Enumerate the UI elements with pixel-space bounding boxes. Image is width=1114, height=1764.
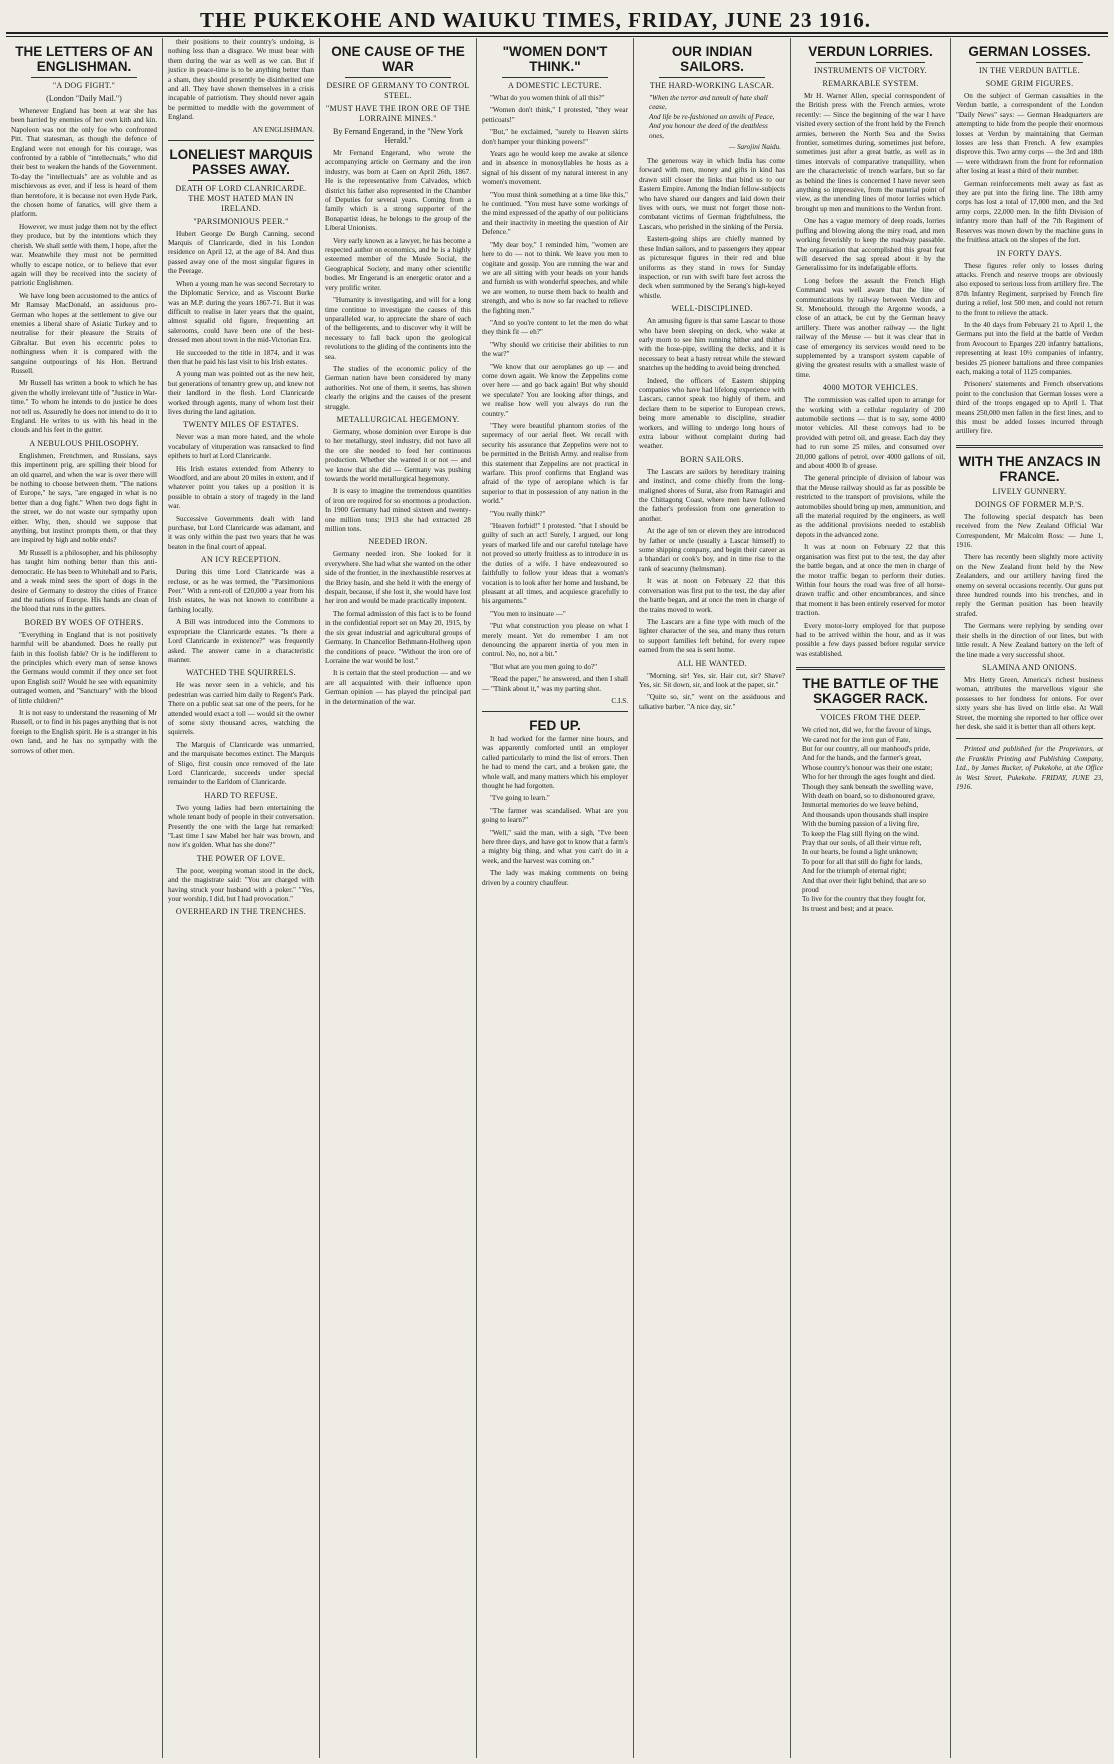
paragraph: "My dear boy," I reminded him, "women are here to do — not to think. We leave you men to cogitate and gossip. You are running the war and we are all sitting with your heads on your hands and furnish us with wonderful speeches, and while we are women, to nurse them back to health and strength, and who is now so far reached to relieve the fighting men." [482, 240, 628, 315]
section-subheading: NEEDED IRON. [368, 537, 428, 547]
paragraph: It is not easy to understand the reasoning of Mr Russell, or to find in his pages anything that is not foreign to the English spirit. He is a stranger in his own land, and he has no sympathy with the sorrows of other men. [11, 708, 157, 755]
paragraph: His Irish estates extended from Athenry to Woodford, and are about 20 miles in extent, and if whatever point you takes up a position it is possible to obtain a story of tragedy in the land war. [168, 464, 314, 511]
paragraph: The studies of the economic policy of the German nation have been considered by many authorities. Not one of them, it seems, has shown clearly the origins and the causes of the present struggle. [325, 364, 471, 411]
paragraph: "You must think something at a time like this," he continued. "You must have some workings of the mind expressed of the apathy of our politicians and their inactivity in meeting the question of Air Defence." [482, 190, 628, 237]
verse-line: In our hearts, be found a light unknown; [802, 848, 918, 857]
paragraph: A Bill was introduced into the Commons to expropriate the Clanricarde estates. "Is there a Lord Clanricarde in existence?" was frequently asked. The answer came in a characteristic manner. [168, 618, 314, 664]
verse-line: To keep the Flag still flying on the wind. [802, 829, 920, 838]
article-subheading: DESIRE OF GERMANY TO CONTROL STEEL. [326, 81, 470, 100]
paragraph: The Lascars are sailors by hereditary training and instinct, and come chiefly from the long-maligned shores of Surat, also from Ratnagiri and the Chittagong Coast, where men have followed the father's profession from one generation to another. [639, 467, 785, 523]
paragraph: "Why should we criticise their abilities to run the war?" [482, 340, 628, 359]
paragraph: "You really think?" [490, 509, 546, 518]
article-heading: GERMAN LOSSES. [968, 44, 1091, 59]
verse-line: To pour for all that still do fight for lands, [802, 857, 923, 866]
article-heading: VERDUN LORRIES. [808, 44, 933, 59]
heading-rule [188, 180, 294, 181]
paragraph: In the 40 days from February 21 to April 1, the Germans put into the field at the battle of Verdun from Avocourt to Eparges 220 infantry battalions, representing at least 10½ companies of infantry, besides 25 pioneer battalions and three companies each, making a total of 1125 companies. [956, 320, 1103, 376]
column-5 [633, 38, 790, 1758]
article-subheading: "A DOG FIGHT." [52, 81, 116, 90]
verse-line: To live for the country that they fought for, [802, 895, 926, 904]
masthead-rule [6, 32, 1108, 34]
paragraph: Mrs Hetty Green, America's richest business woman, attributes the marvellous vigour she possesses to her fondness for onions. For over sixty years she has lived on little else. At Wall Street, the morning she reported to her office over her desk, she said it is better than all others kept. [956, 675, 1103, 731]
masthead [0, 0, 1114, 34]
section-subheading: BORN SAILORS. [680, 454, 744, 464]
paragraph: Mr Fernand Engerand, who wrote the accompanying article on Germany and the iron industry, was born at Caen on April 26th, 1867. He is the representative from Calvados, which district his father also represented in the Chamber of Deputies for several years. Coming from a family which is a strong supporter of the Bonapartist ideas, he belongs to the group of the Liberal Unionists. [325, 149, 471, 233]
article-source: By Fernand Engerand, in the "New York Herald." [333, 127, 463, 145]
verse-line: With death on board, so to dishonoured grave, [802, 792, 935, 800]
newspaper-title: THE PUKEKOHE AND WAIUKU TIMES, FRIDAY, JUNE 23 1916. [200, 8, 872, 32]
paragraph: Englishmen, Frenchmen, and Russians, says this impertinent prig, are spilling their blood for an old quarrel, and when the war is over there will be nothing to choose between them. "The nations of Europe," he says, "are engaged in what is no better than a dog fight." When two dogs fight in the street, we do not waste our sympathy upon either. Why, then, should we suppose that anything, but instinct prompts them, or that they are inspired by high and noble ends? [11, 451, 157, 545]
paragraph: "Heaven forbid!" I protested. "that I should be guilty of such an act! Surely, I argued, our long years of marked life and our careful tutelage have not proved so utterly fruitless as to introduce in us the duties of a wife. I have endeavoured so faithfully to follow your ideas that a woman's vocation is to look after her home and husband, be pleasant at all times, and acquiesce gracefully to his arguments." [482, 522, 628, 606]
paragraph: Indeed, the officers of Eastern shipping companies who have had lifelong experience with Lascars, cannot speak too highly of them, and declare them to be superior to European crews, being more amenable to discipline, steadier workers, and willing to undergo long hours of extra labour without complaint during bad weather. [639, 376, 785, 451]
article-body [11, 107, 157, 756]
paragraph: He was never seen in a vehicle, and his pedestrian was carried him daily to Regent's Park. There on a public seat sat one of the peers, for he attended would exact a toll — would sit the owner of some sixty thousand acres, watching the squirrels. [168, 681, 314, 737]
paragraph: "Humanity is investigating, and will for a long time continue to investigate the causes of this unparalleled war, to appreciate the share of each of the belligerents, and to discover why it will be necessary to fall back upon the geological revolutions to the gliding of the continents into the sea. [325, 296, 471, 361]
paragraph: "We know that our aeroplanes go up — and come down again. We know the Zeppelins come over here — and go back again! But why should we speculate? You are looking after things, and we realise how well you always do run the country." [482, 362, 628, 418]
paragraph: "Put what construction you please on what I merely meant. Yet do remember I am not denouncing the apparent inertia of you men in control. No, no, not a bit." [482, 622, 628, 659]
paragraph: "And so you're content to let the men do what they think fit — eh?" [482, 318, 628, 337]
verse-line: Whose country's honour was their one estate; [802, 763, 933, 772]
section-subheading: 4000 MOTOR VEHICLES. [822, 383, 919, 393]
verse-line: Though they sank beneath the swelling wave, [802, 782, 934, 791]
paragraph: The generous way in which India has come forward with men, money and gifts in kind has drawn still closer the links that bind us to our Eastern Empire. Among the Indian fellow-subjects who have shared our dangers and laid down their lives with ours, we must not forget those non-combatant victims of German frightfulness, the Lascars, who perished in the sinking of the Persia. [639, 157, 785, 231]
paragraph: "Well," said the man, with a sigh, "I've been here three days, and have got to know that a farm's a mighty big thing, and what you can't do in a week, and the harvest was coming on." [482, 828, 628, 865]
article-subheading: THE HARD-WORKING LASCAR. [649, 81, 775, 90]
verse-line: With the burning passion of a living fire, [802, 820, 920, 829]
paragraph: Eastern-going ships are chiefly manned by these Indian sailors, and to passengers they appear as picturesque figures in their red and blue uniforms as they stand in rows for Sunday inspection, or run with swift bare feet across the deck when summoned by the Serang's high-keyed whistle. [639, 235, 785, 300]
verse-line: Its truest and best; and at peace. [802, 904, 894, 913]
verse-line: And for the hands, and the farmer's great, [802, 754, 922, 763]
paragraph: An amusing figure is that same Lascar to those who have been sleeping on deck, who wake at early morn to see him running hither and thither with the hose-pipe, swilling the decks, and it is necessary to beat a hasty retreat while the steward snatches up the bedding to avoid being drenched. [639, 317, 785, 373]
paragraph: Every motor-lorry employed for that purpose had to be arrived within the hour, and as it was possible a few days passed before regular service was established. [796, 621, 945, 658]
paragraph: The Germans were replying by sending over their shells in the direction of our lines, but with little result. A New Zealand battery on the left of the line made a very successful shoot. [956, 622, 1103, 659]
paragraph: Successive Governments dealt with land purchase, but Lord Clanricarde was adamant, and it was only within the past two years that he was beaten in the final court of appeal. [168, 514, 314, 551]
article-subheading: VOICES FROM THE DEEP. [820, 713, 921, 723]
paragraph: It was at noon on February 22 that this conversation was first put to the test, the day after the battle began, and at once the men in charge of the trains moved to work. [639, 577, 785, 614]
verse-line: Immortal memories do we leave behind, [802, 801, 919, 810]
paragraph: Mr Russell is a philosopher, and his philosophy has taught him nothing better than this anti-democratic. He has been to Whitehall and to Paris, and a weak mind sees the sport of dogs in the desire of Germany to destroy the cities of France and the nations of Europe. His hands are clean of the blood that runs in the gutters. [11, 548, 157, 614]
separator [956, 445, 1103, 448]
continued-body [168, 38, 314, 123]
paragraph: He succeeded to the title in 1874, and it was then that he paid his last visit to his Irish estates. [168, 348, 314, 366]
paragraph: Years ago he would keep me awake at silence and in absence in monosyllables he hosts as a signal of his dissent of my natural interest in any women's movement. [482, 150, 628, 187]
article-body [956, 92, 1103, 792]
heading-rule [345, 77, 451, 78]
paragraph: "I've going to learn." [490, 794, 550, 803]
paragraph: Two young ladies had been entertaining the whole tenant body of people in their conversation. Presently the one with the large hat remarked: "Last time I saw Mabel her hair was brown, and now it's golden. What has she done?" [168, 803, 314, 850]
paragraph: "The farmer was scandalised. What are you going to learn?" [482, 806, 628, 825]
article-subheading: "PARSIMONIOUS PEER." [193, 216, 289, 226]
paragraph: Hubert George De Burgh Canning, second Marquis of Clanricarde, died in his London residence on April 12, at the age of 84. And thus passed away one of the most singular figures in the Peerage. [168, 229, 314, 276]
section-subheading: WATCHED THE SQUIRRELS. [186, 668, 296, 678]
paragraph: "Everything in England that is not positively harmful will be abandoned. Does he really put faith in this foolish fable? Or is he indifferent to the principles which every man of sense knows the Germans would commit if they once set foot upon English soil? Would he see with equanimity outraged women, and "Sanctuary" with the blood of little children?" [11, 630, 157, 705]
column-1 [6, 38, 162, 1758]
paragraph: "What do you women think of all this?" [490, 94, 605, 102]
paragraph: Long before the assault the French High Command was well aware that the line of communications by railway between Verdun and St. Menehould, through the Argonne woods, a close of an attack, be cut by the German heavy artillery. There was another railway — the light railway of the Meuse — but it was clear that in case of emergency its services would need to be supplemented by a transport system capable of giving the greatest results with a smallest waste of time. [796, 276, 945, 379]
column-2 [162, 38, 319, 1758]
paragraph: It had worked for the farmer nine hours, and was apparently comforted until an employer called particularly to mind the list of errors. Then he had to mend the cart, and a broken gate, the whole wall, and many matters which his employer thought he had forgotten. [482, 734, 628, 790]
verse-line: Who for her through the ages fought and died. [802, 773, 936, 782]
section-subheading: BORED BY WOES OF OTHERS. [24, 617, 144, 627]
imprint: Printed and published for the Proprietors, at the Franklin Printing and Publishing Company, Ltd., by James Rucker, of Pukekohe, at the Office in West Street, Pukekohe. FRIDAY, JUNE 23, 1916. [956, 745, 1103, 791]
paragraph: Whenever England has been at war she has been harried by enemies of her own kith and kin. Napoleon was not the only foe who confronted Pitt. That statesman, as though the defence of England were not enough for his courage, was confronted by a rabble of "intellectuals," who did their best to weaken the hands of the Government. To-day the "intellectuals" are as voluble and as mischievous as ever, and if less is heard of them than heretofore, it is because not even Hyde Park, the chosen home of fanatics, will give them a platform. [11, 107, 157, 219]
article-heading: THE BATTLE OF THE SKAGGER RACK. [802, 676, 939, 707]
paragraph: "Women don't think," I protested, "they wear petticoats!" [482, 106, 628, 124]
paragraph: It is certain that the steel production — and we are all acquainted with their influence upon German opinion — has played the principal part in the determination of the war. [325, 669, 471, 706]
paragraph: One has a vague memory of deep roads, lorries puffing and blowing along the miry road, and men working feverishly to keep the roadway passable. The organisation that accomplished this great feat will deserved the sag spread about it by the Generalissimo for its indefatigable efforts. [796, 217, 945, 273]
poem-author: — Sarojini Naidu. [728, 143, 781, 152]
paragraph: "You men to insinuate —" [490, 609, 566, 618]
verse-line: But for our country, all our manhood's pride, [802, 744, 931, 753]
section-subheading: IN FORTY DAYS. [996, 248, 1063, 258]
verse-line: And thousands upon thousands shall inspire [802, 810, 929, 819]
article-subheading: IN THE VERDUN BATTLE. [978, 66, 1081, 75]
paragraph: Mr H. Warner Allen, special correspondent of the British press with the French armies, wrote recently: — Since the beginning of the war I have visited every section of the front held by the French armies, between the North Sea and the Swiss frontier, sometimes during, sometimes just before, sometimes just after a great battle, as well as in times intervals of comparative tranquillity, when are the characteristic of trench warfare, but so far as behind the lines is concerned I have never seen anything so impressive, from the material point of view, as the unending lines of motor lorries which brought up men and munitions to the Verdun front. [796, 92, 945, 213]
article-subheading: "MUST HAVE THE IRON ORE OF THE LORRAINE MINES." [325, 104, 471, 123]
heading-rule [31, 77, 137, 78]
paragraph: The poor, weeping woman stood in the dock, and the magistrate said: "You are charged with having struck your husband with a poker." "Yes, your worship, I did, but I had provocation." [168, 866, 314, 904]
paragraph: Mr Russell has written a book to which he has given the wholly irrelevant title of "Justice in War-time." To whom he intends to do justice he does not tell us. Assuredly he does not intend to do it to England. He writes to us with his head in the clouds and his feet in the gutter. [11, 379, 157, 435]
heading-rule [659, 77, 765, 78]
heading-rule [976, 62, 1083, 63]
poem-verse [802, 726, 939, 914]
article-body [325, 149, 471, 707]
columns [6, 38, 1108, 1758]
paragraph: These figures refer only to losses during attacks. French and reserve troops are obviously also exposed to serious loss from artillery fire. The 87th Infantry Regiment, surprised by French fire during a relief, lost 500 men, and could not return to the front to relieve the attack. [956, 261, 1103, 317]
paragraph: The following special despatch has been received from the New Zealand Official War Correspondent, Mr Malcolm Ross: — June 1, 1916. [956, 512, 1103, 550]
paragraph: The general principle of division of labour was that the Meuse railway should as far as possible be restricted to the transport of provisions, while the automobiles should bring up men, ammunition, and all the material required by the engineers, as well as the additional provisions needed to establish depots in the advanced zone. [796, 474, 945, 539]
section-subheading: AN ICY RECEPTION. [200, 555, 282, 565]
heading-rule [816, 709, 925, 710]
paragraph: "But," he exclaimed, "surely to Heaven skirts don't hamper your thinking powers!" [482, 128, 628, 146]
section-subheading: LIVELY GUNNERY. [992, 486, 1067, 496]
section-subheading: THE POWER OF LOVE. [196, 853, 286, 863]
paragraph: their positions to their country's undoing, is nothing less than a disgrace. We must bear with them during the war as well as we can. But if justice in peace-time is to be anything better than a sham, they should presently be disinherited one and all. They have shown themselves in a crisis incapable of patriotism. They should never again be permitted to meddle with the government of England. [168, 38, 314, 122]
paragraph: However, we must judge them not by the effect they produce, but by the intentions which they cherish. We shall settle with them, I hope, after the war. Meanwhile they must not be permitted wholly to escape notice, or to believe that ever again will they be received into the society of patriotic Englishmen. [11, 222, 157, 288]
verse-line: And life be re-fashioned on anvils of Peace, [649, 112, 775, 121]
section-subheading: METALLURGICAL HEGEMONY. [336, 414, 460, 424]
article-heading: WITH THE ANZACS IN FRANCE. [958, 453, 1101, 484]
paragraph: "Quite so, sir," went on the assiduous and talkative barber. "A nice day, sir." [639, 693, 785, 711]
article-body [482, 735, 628, 888]
verse-line: "When the terror and tumult of hate shall cease, [649, 94, 768, 112]
paragraph: "But what are you men going to do?" [490, 662, 598, 671]
separator [956, 738, 1103, 739]
column-7 [950, 38, 1108, 1758]
section-subheading: TWENTY MILES OF ESTATES. [183, 420, 299, 430]
article-body [168, 230, 314, 918]
column-6 [790, 38, 950, 1758]
paragraph: The Lascars are a fine type with much of the lighter character of the sea, and many thus return to support families left behind, for every rupee earned from the sea is sent home. [639, 617, 785, 655]
paragraph: At the age of ten or eleven they are introduced by father or uncle (usually a Lascar himself) to some shipping company, and begin their career as a bhandari or cook's boy, and in time rise to the rank of seacunny (helmsman). [639, 527, 785, 573]
paragraph: There has recently been slightly more activity on the New Zealand front held by the New Zealanders, and our artillery having fired the enemy on several occasions recently. Our guns put three hundred rounds into his trenches, and in reply the German position has been heavily strafed. [956, 553, 1103, 618]
separator [168, 140, 314, 141]
paragraph: Germany, whose dominion over Europe is due to her metallurgy, steel industry, did not have all the ore she needed to feed her continuous production. Whether she wanted it or not — and we know that she did — Germany was pushing towards the world metallurgical hegemony. [325, 427, 471, 483]
paragraph: Very early known as a lawyer, he has become a respected author on economics, and he is a highly esteemed member of the Musée Social, the Geographical Society, and many other scientific bodies. Mr Engerand is an energetic orator and a very prolific writer. [325, 236, 471, 292]
article-heading: OUR INDIAN SAILORS. [671, 44, 753, 74]
separator [482, 711, 628, 712]
paragraph: "Morning, sir! Yes, sir. Hair cut, sir? Shave? Yes, sir. Sit down, sir, and look at the paper, sir." [639, 671, 785, 689]
verse-line: We cried not, did we, for the favour of kings, [802, 726, 932, 735]
heading-rule [502, 77, 608, 78]
verse-line: And you honour the deed of the deathless ones, [649, 122, 768, 140]
paragraph: It was at noon on February 22 that this organisation was first put to the test, the day after the battle began, and at once the men in charge of the motor traffic began to perform their duties. Within four hours the road was free of all horse-drawn traffic and other encumbrances, and since that moment it has been entirely reserved for motor traction. [796, 543, 945, 618]
article-heading: THE LETTERS OF AN ENGLISHMAN. [15, 44, 153, 74]
paragraph: "Read the paper," he answered, and then I shall — "Think about it," was my parting shot. [482, 675, 628, 693]
section-subheading: DOINGS OF FORMER M.P.'S. [974, 499, 1085, 509]
paragraph: When a young man he was second Secretary to the Diplomatic Service, and as Viscount Burke was an M.P. during the years 1867-71. But it was difficult to realise in later years that the quaint, almost squalid old figure, frequenting art salerooms, could have been one of the best-dressed men about town in the mid-Victorian Era. [168, 279, 314, 345]
article-subheading: SOME GRIM FIGURES. [985, 79, 1074, 88]
paragraph: We have long been accustomed to the antics of Mr Ramsay MacDonald, an assiduous pro-German who hopes at the settlement to give our enemies a liberal share of Asiatic Turkey and to neutralise for their pleasure the Straits of Gibraltar. But even his eccentric poles to nothingness when it is compared with the sanguine outpourings of his Hon. Bertrand Russell. [11, 291, 157, 375]
separator [796, 667, 945, 670]
paragraph: German reinforcements melt away as fast as they are put into the firing line. The 18th army corps has lost a total of 17,000 men, and the 3rd army corps, 22,000 men. In the fifth Division of infantry more than half of the 7th Regiment of Reserves was mown down by the machine guns in the fruitless attack on the slopes of the fort. [956, 179, 1103, 245]
column-4 [476, 38, 633, 1758]
verse-line: We cared not for the iron gun of Fate, [802, 735, 911, 744]
article-heading: LONELIEST MARQUIS PASSES AWAY. [169, 146, 313, 177]
article-signature: C.I.S. [611, 696, 628, 705]
paragraph: Germany needed iron. She looked for it everywhere. She had what she wanted on the other side of the frontier, in the inexhaustible reserves at the Briey basin, and she held it with the energy of despair, because, if she lost it, she would have lost her iron and would be made practically impotent. [325, 550, 471, 606]
article-subheading: INSTRUMENTS OF VICTORY. [814, 66, 927, 75]
article-subheading: A DOMESTIC LECTURE. [508, 81, 602, 90]
heading-rule [816, 62, 925, 63]
paragraph: During this time Lord Clanricarde was a recluse, or as he was termed, the "Parsimonious Peer." With a rent-roll of £20,000 a year from his Irish estates, he was not known to contribute a farthing locally. [168, 568, 314, 614]
paragraph: A young man was pointed out as the new heir, but generations of tenantry grew up, and knew not their landlord in the flesh. Lord Clanricarde worked through agents, many of whom lost their lives during the land agitation. [168, 370, 314, 416]
paragraph: "They were beautiful phantom stories of the supremacy of our aerial fleet. We recall with security his assurance that Zeppelins were not to be permitted in the British Army. and realise from this statement that Zeppelins are not practical in warfare. This proof confirms that England was afraid of the type of aeroplane which is far superior to that in possession of any nation in the world." [482, 422, 628, 506]
section-subheading: HARD TO REFUSE. [204, 790, 278, 800]
article-byline: AN ENGLISHMAN. [252, 125, 314, 134]
section-subheading: ALL HE WANTED. [677, 658, 747, 668]
article-source: (London "Daily Mail.") [46, 94, 122, 103]
article-subheading: REMARKABLE SYSTEM. [822, 79, 919, 88]
article-body [796, 92, 945, 659]
section-subheading: OVERHEARD IN THE TRENCHES. [175, 907, 307, 917]
article-body [639, 157, 785, 712]
verse-line: Pray that our souls, of all their virtue reft, [802, 839, 922, 848]
section-subheading: A NEBULOUS PHILOSOPHY. [29, 438, 139, 448]
masthead-rule-thin [6, 36, 1108, 37]
paragraph: The lady was making comments on being driven by a country chauffeur. [482, 869, 628, 887]
paragraph: It is easy to imagine the tremendous quantities of iron ore required for so enormous a production. In 1900 Germany had mined sixteen and twenty-one million tons; 1913 she had extracted 28 million tons. [325, 487, 471, 534]
paragraph: Prisoners' statements and French observations point to the conclusion that German losses were a third of the troops engaged up to April 1. That means 250,000 men fallen in the first lines, and to this must be added losses incurred through artillery fire. [956, 380, 1103, 436]
article-body [482, 94, 628, 694]
article-heading: ONE CAUSE OF THE WAR [331, 44, 465, 74]
section-subheading: WELL-DISCIPLINED. [671, 304, 753, 314]
paragraph: The commission was called upon to arrange for the working with a cellular regularity of 200 automobile sections — that is to say, some 4000 motor vehicles. All these convoys had to be provided with petrol oil, and grease. Each day they had to run some 25 miles, and consumed over 20,000 gallons of petrol, over 4000 gallons of oil, and about 4000 lb of grease. [796, 396, 945, 471]
epigraph-poem [649, 94, 775, 141]
article-heading: FED UP. [529, 717, 581, 733]
column-3 [319, 38, 476, 1758]
paragraph: The formal admission of this fact is to be found in the confidential report set on May 20, 1915, by the six great industrial and agricultural groups of Germany. In Chancellor Bethmann-Hollweg upon the conditions of peace. "Without the iron ore of Lorraine the war would be lost." [325, 609, 471, 665]
section-subheading: SLAMINA AND ONIONS. [982, 662, 1077, 672]
article-heading: "WOMEN DON'T THINK." [502, 44, 608, 74]
verse-line: And for the triumph of eternal right; [802, 867, 907, 876]
article-subheading: DEATH OF LORD CLANRICARDE. THE MOST HATED MAN IN IRELAND. [175, 183, 307, 213]
verse-line: And that over their light behind, that are so proud [802, 876, 926, 895]
paragraph: Never was a man more hated, and the whole vocabulary of vituperation was ransacked to find epithets to hurl at Lord Clanricarde. [168, 433, 314, 461]
paragraph: The Marquis of Clanricarde was unmarried, and the marquisate becomes extinct. The Marquis of Sligo, first cousin once removed of the late Lord Clanricarde, succeeds under special remainder to the Earldom of Clanricarde. [168, 740, 314, 787]
paragraph: On the subject of German casualties in the Verdun battle, a correspondent of the London "Daily News" says: — German Headquarters are attempting to hide from the people their enormous losses at Verdun by maintaining that German losses are less than French. A few examples disprove this. Two army corps — the 3rd and 18th — were withdrawn from the front for reformation after losing at least a third of their number. [956, 92, 1103, 176]
